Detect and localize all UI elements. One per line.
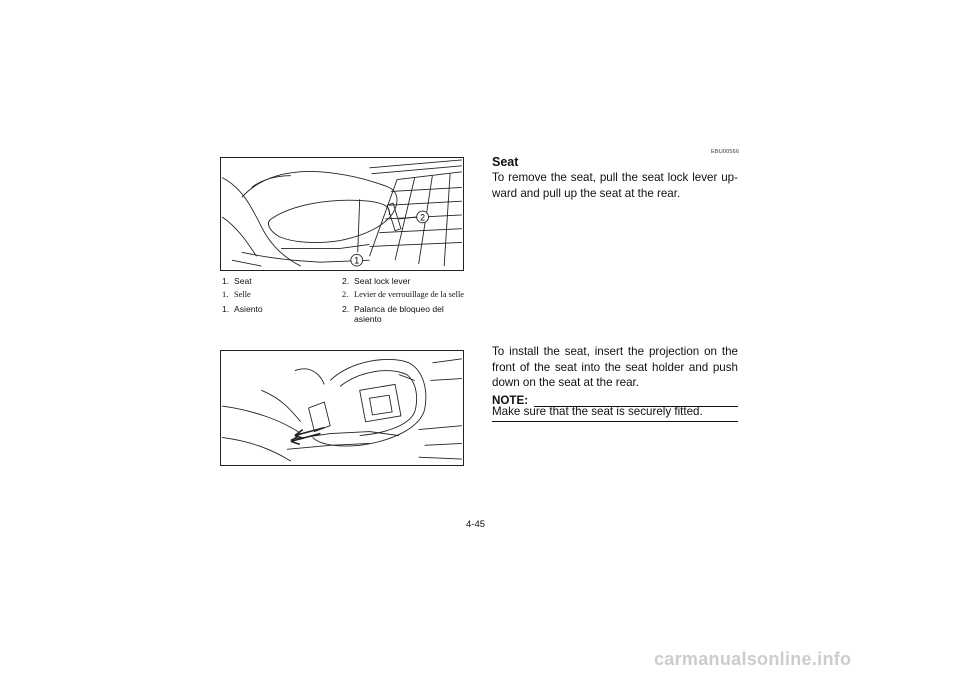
seat-drawing [221, 158, 463, 270]
legend-number: 2. [342, 304, 350, 314]
removal-instructions: To remove the seat, pull the seat lock lever up-ward and pull up the seat at the rear. [492, 171, 738, 200]
page-number: 4-45 [466, 519, 486, 530]
section-code: EBU00566 [711, 149, 740, 155]
note-text: Make sure that the seat is securely fitted. [492, 405, 703, 418]
legend-number: 2. [342, 290, 349, 299]
section-title: Seat [492, 155, 519, 169]
legend-number: 2. [342, 276, 350, 286]
legend-item-seat: Asiento [234, 304, 263, 314]
legend-number: 1. [222, 276, 230, 286]
svg-text:1: 1 [354, 255, 360, 266]
seat-illustration [220, 157, 464, 271]
watermark: carmanualsonline.info [654, 649, 852, 669]
legend-item-lever: Seat lock lever [354, 276, 411, 286]
note-end-rule [492, 421, 738, 422]
legend-number: 1. [222, 304, 230, 314]
figure-legend [222, 276, 472, 326]
note-label: NOTE: [492, 394, 529, 407]
seat-install-illustration [220, 350, 464, 466]
legend-item-seat: Selle [234, 290, 251, 299]
install-drawing [221, 351, 463, 465]
legend-item-lever: Palanca de bloqueo del asiento [354, 304, 444, 324]
callout-1 [351, 254, 363, 266]
legend-row-french [222, 290, 472, 304]
callout-2 [417, 211, 429, 223]
legend-item-seat: Seat [234, 276, 252, 286]
legend-row-english [222, 276, 472, 290]
install-instructions: To install the seat, insert the projection on the front of the seat into the seat holder and push down on the seat at the rear. [492, 345, 738, 389]
svg-text:2: 2 [420, 212, 426, 223]
legend-row-spanish [222, 304, 472, 326]
legend-number: 1. [222, 290, 229, 299]
legend-item-lever: Levier de verrouillage de la selle [354, 290, 464, 299]
